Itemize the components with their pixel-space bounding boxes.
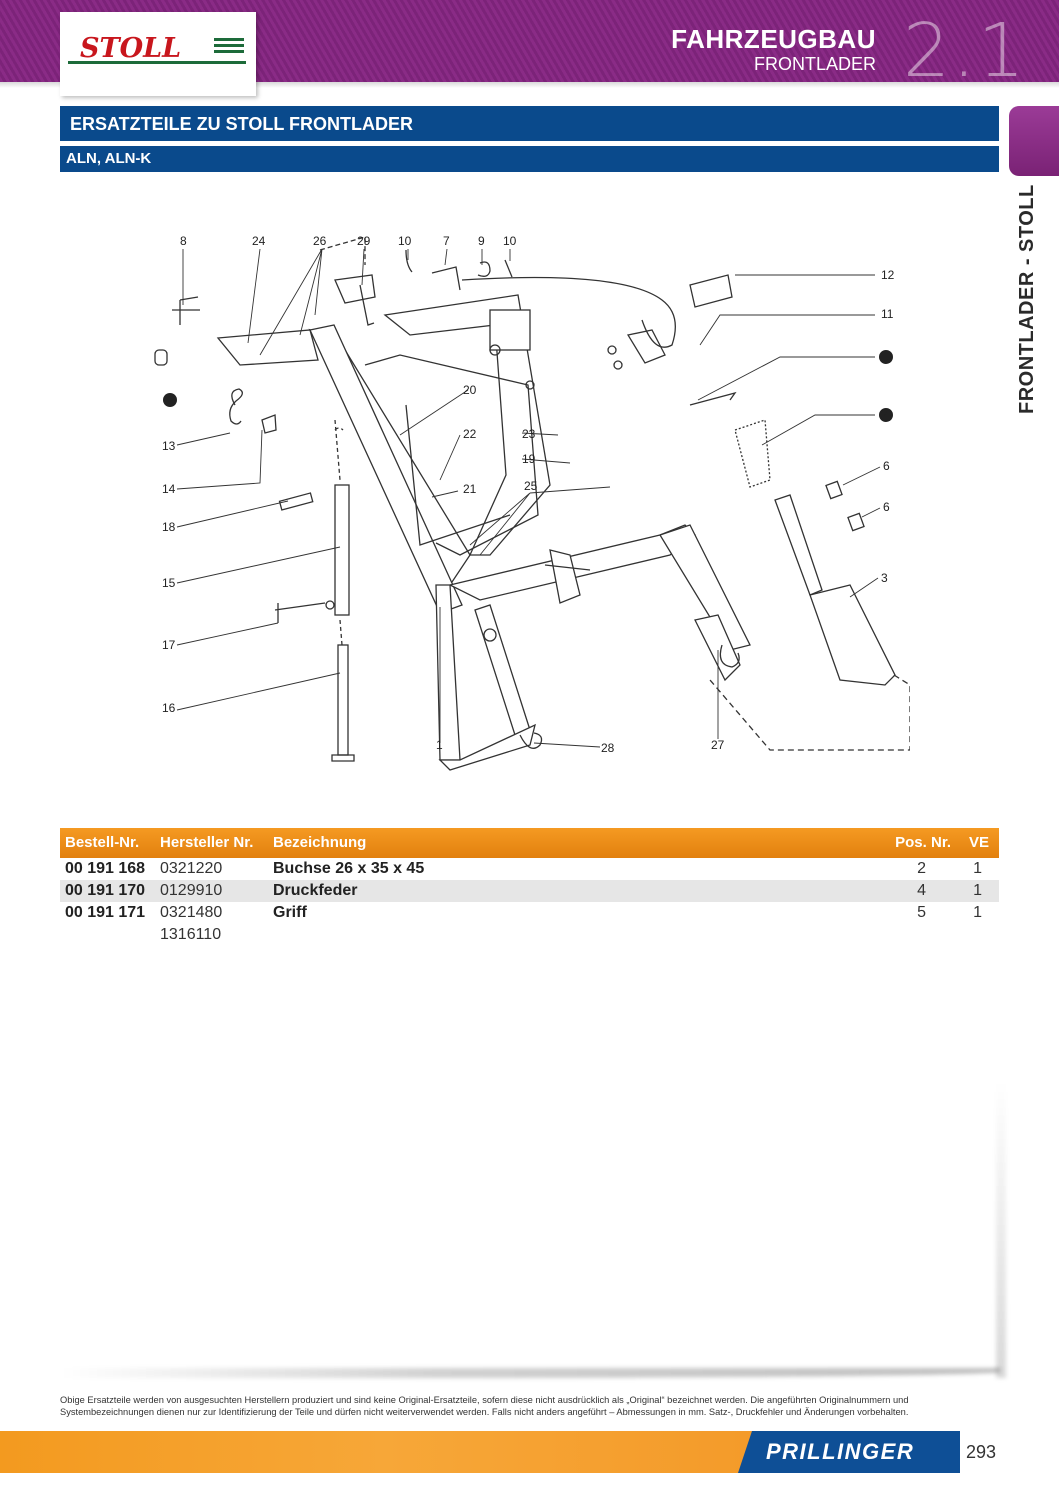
left-parts bbox=[155, 297, 354, 761]
callout-label: 21 bbox=[463, 482, 477, 496]
cell-manufacturer-no: 1316110 bbox=[160, 926, 222, 943]
callout-label: 12 bbox=[881, 268, 895, 282]
cell-ve: 1 bbox=[973, 882, 982, 899]
prillinger-logo: PRILLINGER bbox=[766, 1439, 915, 1464]
cell-description: Buchse 26 x 35 x 45 bbox=[273, 860, 425, 877]
cell-pos-no: 5 bbox=[917, 904, 926, 921]
callout-label: 10 bbox=[398, 234, 412, 248]
page-number: 293 bbox=[966, 1442, 997, 1462]
right-parts bbox=[608, 275, 910, 750]
parts-table bbox=[60, 828, 999, 946]
parts-diagram bbox=[150, 225, 910, 785]
section-number: 2.1 bbox=[903, 8, 1027, 94]
table-row bbox=[60, 880, 999, 902]
cell-manufacturer-no: 0321480 bbox=[160, 904, 223, 921]
callout-label: 27 bbox=[711, 738, 725, 752]
callout-label: 2 bbox=[167, 393, 174, 407]
callout-label: 3 bbox=[881, 571, 888, 585]
callout-label: 9 bbox=[478, 234, 485, 248]
callout-label: 25 bbox=[524, 479, 538, 493]
table-row bbox=[60, 902, 999, 924]
section-subtitle: ALN, ALN-K bbox=[60, 146, 999, 172]
col-pos-no: Pos. Nr. bbox=[895, 834, 951, 851]
cell-order-no: 00 191 171 bbox=[65, 904, 146, 921]
cell-description: Griff bbox=[273, 904, 307, 921]
cell-description: Druckfeder bbox=[273, 882, 358, 899]
callout-label: 24 bbox=[252, 234, 266, 248]
stoll-logo-graphic bbox=[66, 30, 250, 78]
cell-ve: 1 bbox=[973, 904, 982, 921]
cell-manufacturer-no: 0321220 bbox=[160, 860, 223, 877]
callout-label: 17 bbox=[162, 638, 176, 652]
callout-label: 15 bbox=[162, 576, 176, 590]
logo-wordmark: STOLL bbox=[80, 33, 182, 64]
callout-label: 26 bbox=[313, 234, 327, 248]
callout-label: 10 bbox=[503, 234, 517, 248]
callout-label: 16 bbox=[162, 701, 176, 715]
col-manufacturer-no: Hersteller Nr. bbox=[160, 834, 254, 851]
col-ve: VE bbox=[968, 834, 989, 851]
side-tab-label: FRONTLADER - STOLL bbox=[1016, 184, 1038, 414]
page-curl-shadow-bottom bbox=[60, 1368, 1000, 1378]
col-description: Bezeichnung bbox=[273, 834, 367, 851]
side-tab[interactable] bbox=[1009, 106, 1059, 176]
callout-label: 1 bbox=[436, 738, 443, 752]
callout-label: 4 bbox=[883, 408, 890, 422]
page-curl-shadow-right bbox=[996, 1080, 1006, 1378]
callout-label: 8 bbox=[180, 234, 187, 248]
cell-pos-no: 2 bbox=[917, 860, 926, 877]
callout-label: 23 bbox=[522, 427, 536, 441]
callout-label: 11 bbox=[881, 307, 894, 321]
callout-label: 6 bbox=[883, 500, 890, 514]
header-subtitle: FRONTLADER bbox=[753, 54, 876, 74]
cell-order-no: 00 191 170 bbox=[65, 882, 146, 899]
table-header bbox=[60, 828, 999, 858]
header-title: FAHRZEUGBAU bbox=[671, 24, 876, 54]
cell-manufacturer-no: 0129910 bbox=[160, 882, 223, 899]
table-row bbox=[60, 924, 999, 946]
stoll-logo bbox=[60, 12, 256, 96]
col-order-no: Bestell-Nr. bbox=[65, 834, 140, 851]
callout-label: 22 bbox=[463, 427, 477, 441]
callout-label: 19 bbox=[522, 452, 536, 466]
callout-label: 20 bbox=[463, 383, 477, 397]
cell-pos-no: 4 bbox=[917, 882, 926, 899]
cell-order-no: 00 191 168 bbox=[65, 860, 146, 877]
callout-label: 18 bbox=[162, 520, 176, 534]
callout-label: 6 bbox=[883, 459, 890, 473]
callout-label: 5 bbox=[883, 350, 890, 364]
callout-label: 28 bbox=[601, 741, 615, 755]
callout-label: 14 bbox=[162, 482, 176, 496]
table-row bbox=[60, 858, 999, 880]
callout-label: 7 bbox=[443, 234, 450, 248]
cell-ve: 1 bbox=[973, 860, 982, 877]
callout-label: 29 bbox=[357, 234, 371, 248]
disclaimer-text: Obige Ersatzteile werden von ausgesuchten Herstellern produziert und sind keine Original-Ersatzteile, sofern diese nicht ausdrücklich als „Original“ bezeichnet werden. Die angeführten Originalnummern und Systembezeichnungen dienen nur zur Identifizierung der Teile und dürfen nicht weiterverwendet werden. Falls nicht anders angeführt – Abmessungen in mm. Satz-, Druckfehler und Änderungen vorbehalten. bbox=[60, 1395, 909, 1417]
section-title: ERSATZTEILE ZU STOLL FRONTLADER bbox=[60, 106, 999, 141]
callout-label: 13 bbox=[162, 439, 176, 453]
